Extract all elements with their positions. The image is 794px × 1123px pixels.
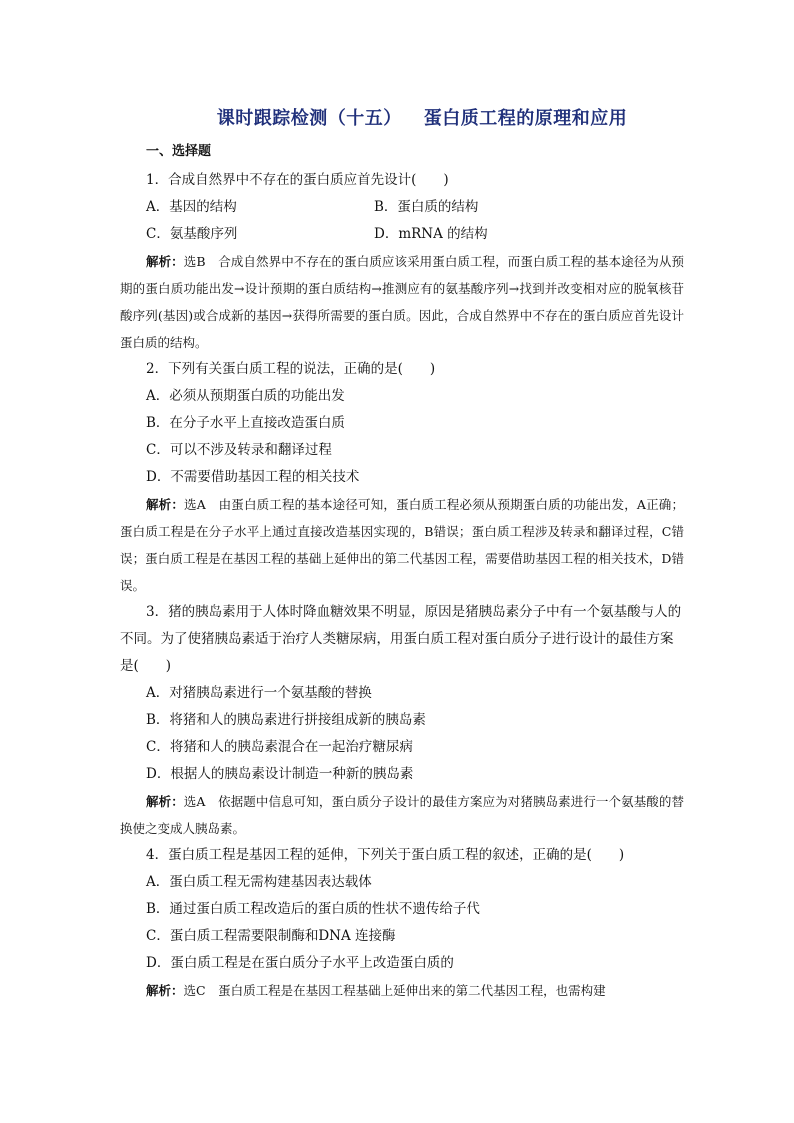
explanation-text: 选B 合成自然界中不存在的蛋白质应该采用蛋白质工程，而蛋白质工程的基本途径为从预期的蛋白质功能出发→设计预期的蛋白质结构→推测应有的氨基酸序列→找到并改变相对应的脱氧核苷酸序列(基因)或合成新的基因→获得所需要的蛋白质。因此，合成自然界中不存在的蛋白质应首先设计蛋白质的结构。 [120, 254, 684, 350]
explanation [120, 491, 684, 599]
question-3 [120, 599, 684, 842]
explanation-text: 选A 依据题中信息可知，蛋白质分子设计的最佳方案应为对猪胰岛素进行一个氨基酸的替换使之变成人胰岛素。 [120, 794, 684, 836]
question-1 [120, 167, 684, 356]
option-c: C．将猪和人的胰岛素混合在一起治疗糖尿病 [146, 739, 413, 755]
title-topic: 蛋白质工程的原理和应用 [423, 108, 628, 129]
question-2 [120, 356, 684, 599]
option-d: D．mRNA 的结构 [374, 226, 488, 242]
option-d: D．根据人的胰岛素设计制造一种新的胰岛素 [146, 766, 414, 782]
explanation [120, 788, 684, 842]
option-c: C．氨基酸序列 [146, 226, 238, 242]
title-main: 课时跟踪检测（十五） [216, 108, 402, 129]
option-a: A．对猪胰岛素进行一个氨基酸的替换 [146, 685, 372, 701]
option-b: B．将猪和人的胰岛素进行拼接组成新的胰岛素 [146, 712, 426, 728]
option-b: B．在分子水平上直接改造蛋白质 [146, 415, 345, 431]
question-4 [120, 842, 684, 1004]
page-title [120, 104, 684, 130]
options-row [146, 194, 684, 221]
options-row [146, 221, 684, 248]
question-stem: 1．合成自然界中不存在的蛋白质应首先设计( ) [146, 172, 449, 188]
explanation-label: 解析： [146, 254, 184, 269]
option-a: A．基因的结构 [146, 199, 237, 215]
explanation [120, 248, 684, 356]
section-heading: 一、选择题 [146, 144, 212, 159]
question-stem: 4．蛋白质工程是基因工程的延伸，下列关于蛋白质工程的叙述，正确的是( ) [146, 847, 625, 863]
explanation-text: 选A 由蛋白质工程的基本途径可知，蛋白质工程必须从预期蛋白质的功能出发，A正确；蛋白质工程是在分子水平上通过直接改造基因实现的，B错误；蛋白质工程涉及转录和翻译过程，C错误；蛋白质工程是在基因工程的基础上延伸出的第二代基因工程，需要借助基因工程的相关技术，D错误。 [120, 497, 684, 593]
explanation-label: 解析： [146, 983, 184, 998]
explanation-text: 选C 蛋白质工程是在基因工程基础上延伸出来的第二代基因工程，也需构建 [183, 983, 606, 998]
explanation-label: 解析： [146, 497, 185, 512]
option-a: A．必须从预期蛋白质的功能出发 [146, 388, 345, 404]
explanation [120, 977, 684, 1004]
option-c: C．蛋白质工程需要限制酶和DNA 连接酶 [146, 928, 396, 944]
explanation-label: 解析： [146, 794, 184, 809]
question-stem: 3．猪的胰岛素用于人体时降血糖效果不明显，原因是猪胰岛素分子中有一个氨基酸与人的不同。为了使猪胰岛素适于治疗人类糖尿病，用蛋白质工程对蛋白质分子进行设计的最佳方案是( ) [120, 604, 682, 674]
option-b: B．蛋白质的结构 [374, 199, 479, 215]
option-b: B．通过蛋白质工程改造后的蛋白质的性状不遗传给子代 [146, 901, 480, 917]
question-stem: 2．下列有关蛋白质工程的说法，正确的是( ) [146, 361, 436, 377]
option-c: C．可以不涉及转录和翻译过程 [146, 442, 332, 458]
option-a: A．蛋白质工程无需构建基因表达载体 [146, 874, 372, 890]
option-d: D．不需要借助基因工程的相关技术 [146, 469, 360, 485]
option-d: D．蛋白质工程是在蛋白质分子水平上改造蛋白质的 [146, 955, 454, 971]
